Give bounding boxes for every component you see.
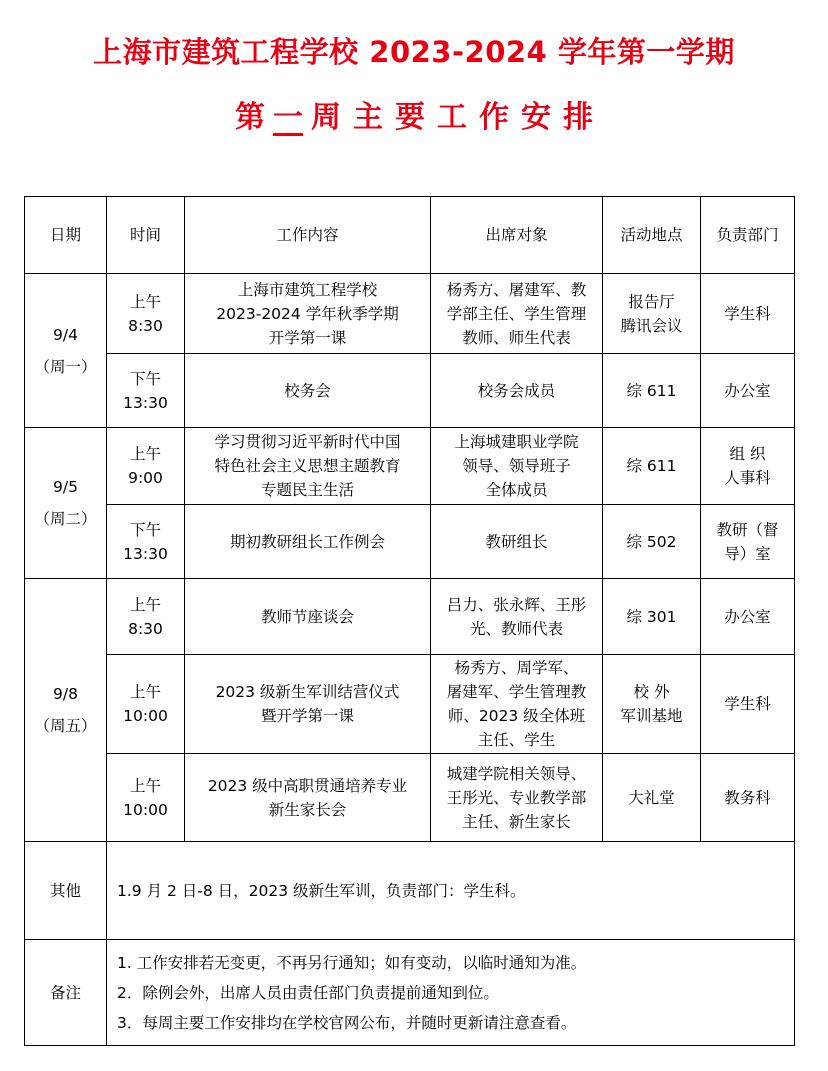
dept-cell xyxy=(701,505,795,579)
content-cell xyxy=(185,579,431,655)
date-spacer xyxy=(28,347,103,355)
column-header-location: 活动地点 xyxy=(603,197,701,274)
attendees-cell-line: 光、教师代表 xyxy=(469,619,563,638)
dept-cell-line: 学生科 xyxy=(724,695,771,713)
attendees-cell-line: 主任、学生 xyxy=(477,731,556,749)
attendees-cell xyxy=(431,754,603,842)
attendees-cell xyxy=(431,428,603,505)
content-cell-line: 2023-2024 学年秋季学期 xyxy=(216,304,399,323)
time-cell xyxy=(107,354,185,428)
attendees-cell-line: 杨秀方、屠建军、教 xyxy=(446,280,587,299)
content-cell xyxy=(185,354,431,428)
location-cell-line: 综 611 xyxy=(626,457,677,475)
time-cell-line: 9:00 xyxy=(128,469,163,487)
date-cell xyxy=(25,428,107,579)
attendees-cell-line: 上海城建职业学院 xyxy=(454,433,579,451)
other-row xyxy=(25,842,795,940)
location-cell-line: 腾讯会议 xyxy=(620,316,683,335)
time-cell xyxy=(107,579,185,655)
weekday-text: （周二） xyxy=(34,510,97,528)
time-cell xyxy=(107,655,185,754)
content-cell-line: 暨开学第一课 xyxy=(260,707,354,725)
attendees-cell xyxy=(431,354,603,428)
time-cell-line: 10:00 xyxy=(123,707,168,725)
content-cell xyxy=(185,274,431,354)
location-cell xyxy=(603,655,701,754)
content-cell-line: 校务会 xyxy=(284,381,331,400)
schedule-body xyxy=(25,197,795,1046)
subtitle-char: 周 xyxy=(311,100,341,135)
dept-cell xyxy=(701,354,795,428)
subtitle-char: 作 xyxy=(479,100,509,135)
location-cell xyxy=(603,505,701,579)
subtitle-char: 主 xyxy=(353,100,383,135)
time-cell-line: 10:00 xyxy=(123,800,168,819)
subtitle-week-number: 一 xyxy=(273,100,303,135)
attendees-cell xyxy=(431,579,603,655)
other-text: 1.9 月 2 日-8 日，2023 级新生军训，负责部门：学生科。 xyxy=(107,842,795,940)
location-cell xyxy=(603,579,701,655)
attendees-cell-line: 屠建军、学生管理教 xyxy=(446,683,587,701)
attendees-cell xyxy=(431,655,603,754)
date-spacer xyxy=(28,499,103,507)
location-cell-line: 综 301 xyxy=(626,607,677,626)
content-cell xyxy=(185,428,431,505)
date-spacer xyxy=(28,706,103,714)
column-header-date: 日期 xyxy=(25,197,107,274)
time-cell-line: 上午 xyxy=(129,292,161,311)
content-cell-line: 教师节座谈会 xyxy=(260,607,354,626)
content-cell xyxy=(185,505,431,579)
weekday-text: （周五） xyxy=(34,717,97,735)
attendees-cell-line: 主任、新生家长 xyxy=(462,812,571,831)
time-cell-line: 13:30 xyxy=(123,393,168,412)
date-cell xyxy=(25,274,107,428)
dept-cell-line: 教务科 xyxy=(724,788,771,807)
time-cell xyxy=(107,428,185,505)
dept-cell-line: 导）室 xyxy=(724,544,771,563)
location-cell-line: 军训基地 xyxy=(620,707,683,725)
dept-cell-line: 办公室 xyxy=(724,381,771,400)
table-row xyxy=(25,505,795,579)
table-row xyxy=(25,579,795,655)
dept-cell xyxy=(701,579,795,655)
document-title: 上海市建筑工程学校 2023-2024 学年第一学期 xyxy=(93,35,735,69)
content-cell-line: 专题民主生活 xyxy=(260,481,354,499)
location-cell xyxy=(603,354,701,428)
table-row xyxy=(25,428,795,505)
attendees-cell-line: 教研组长 xyxy=(485,532,548,551)
content-cell-line: 上海市建筑工程学校 xyxy=(237,280,378,299)
location-cell-line: 校 外 xyxy=(633,683,670,701)
column-header-time: 时间 xyxy=(107,197,185,274)
dept-cell-line: 人事科 xyxy=(724,469,771,487)
note-item: 2．除例会外，出席人员由责任部门负责提前通知到位。 xyxy=(117,983,499,1002)
time-cell-line: 8:30 xyxy=(128,316,163,335)
content-cell-line: 开学第一课 xyxy=(268,328,347,347)
attendees-cell-line: 杨秀方、周学军、 xyxy=(454,659,579,677)
date-text: 9/5 xyxy=(53,478,78,496)
notes-list xyxy=(107,940,795,1046)
location-cell xyxy=(603,754,701,842)
dept-cell xyxy=(701,754,795,842)
content-cell xyxy=(185,754,431,842)
subtitle-prefix: 第 xyxy=(235,100,265,135)
location-cell-line: 大礼堂 xyxy=(628,788,675,807)
location-cell-line: 综 611 xyxy=(626,381,677,400)
content-cell-line: 学习贯彻习近平新时代中国 xyxy=(214,433,401,451)
content-cell-line: 2023 级中高职贯通培养专业 xyxy=(207,776,408,795)
subtitle-char: 工 xyxy=(437,100,467,135)
content-cell-line: 2023 级新生军训结营仪式 xyxy=(215,683,400,701)
time-cell-line: 下午 xyxy=(129,369,161,388)
attendees-cell-line: 学部主任、学生管理 xyxy=(446,304,587,323)
attendees-cell-line: 王彤光、专业教学部 xyxy=(446,788,587,807)
date-cell xyxy=(25,579,107,842)
time-cell-line: 8:30 xyxy=(128,619,163,638)
table-row xyxy=(25,754,795,842)
attendees-cell xyxy=(431,505,603,579)
column-header-dept: 负责部门 xyxy=(701,197,795,274)
content-cell xyxy=(185,655,431,754)
attendees-cell-line: 全体成员 xyxy=(485,481,548,499)
dept-cell xyxy=(701,655,795,754)
column-header-attendees: 出席对象 xyxy=(431,197,603,274)
time-cell xyxy=(107,505,185,579)
dept-cell xyxy=(701,428,795,505)
time-cell-line: 下午 xyxy=(129,520,161,539)
subtitle-char: 排 xyxy=(563,100,593,135)
location-cell xyxy=(603,428,701,505)
schedule-table xyxy=(24,196,795,1046)
location-cell xyxy=(603,274,701,354)
dept-cell-line: 办公室 xyxy=(724,607,771,626)
notes-label: 备注 xyxy=(25,940,107,1046)
attendees-cell-line: 吕力、张永辉、王彤 xyxy=(446,595,587,614)
table-row xyxy=(25,274,795,354)
time-cell xyxy=(107,754,185,842)
document-subtitle xyxy=(0,92,828,136)
weekday-text: （周一） xyxy=(34,357,97,376)
time-cell-line: 13:30 xyxy=(123,544,168,563)
content-cell-line: 期初教研组长工作例会 xyxy=(229,532,385,551)
attendees-cell-line: 领导、领导班子 xyxy=(462,457,571,475)
attendees-cell xyxy=(431,274,603,354)
notes-row xyxy=(25,940,795,1046)
time-cell-line: 上午 xyxy=(129,595,161,614)
time-cell xyxy=(107,274,185,354)
dept-cell xyxy=(701,274,795,354)
table-row xyxy=(25,354,795,428)
time-cell-line: 上午 xyxy=(129,445,161,463)
dept-cell-line: 教研（督 xyxy=(716,520,779,539)
subtitle-char: 安 xyxy=(521,100,551,135)
subtitle-char: 要 xyxy=(395,100,425,135)
dept-cell-line: 学生科 xyxy=(724,304,771,323)
attendees-cell-line: 校务会成员 xyxy=(477,381,556,400)
location-cell-line: 综 502 xyxy=(626,532,677,551)
table-header-row xyxy=(25,197,795,274)
attendees-cell-line: 师、2023 级全体班 xyxy=(447,707,586,725)
attendees-cell-line: 城建学院相关领导、 xyxy=(446,764,587,783)
column-header-content: 工作内容 xyxy=(185,197,431,274)
other-label: 其他 xyxy=(25,842,107,940)
content-cell-line: 特色社会主义思想主题教育 xyxy=(214,457,401,475)
location-cell-line: 报告厅 xyxy=(628,292,675,311)
date-text: 9/4 xyxy=(53,325,78,344)
table-row xyxy=(25,655,795,754)
date-text: 9/8 xyxy=(53,685,78,703)
note-item: 3．每周主要工作安排均在学校官网公布，并随时更新请注意查看。 xyxy=(117,1013,577,1032)
time-cell-line: 上午 xyxy=(129,776,161,795)
attendees-cell-line: 教师、师生代表 xyxy=(462,328,571,347)
time-cell-line: 上午 xyxy=(129,683,161,701)
dept-cell-line: 组 织 xyxy=(729,445,766,463)
content-cell-line: 新生家长会 xyxy=(268,800,347,819)
note-item: 1. 工作安排若无变更，不再另行通知；如有变动，以临时通知为准。 xyxy=(117,953,587,972)
